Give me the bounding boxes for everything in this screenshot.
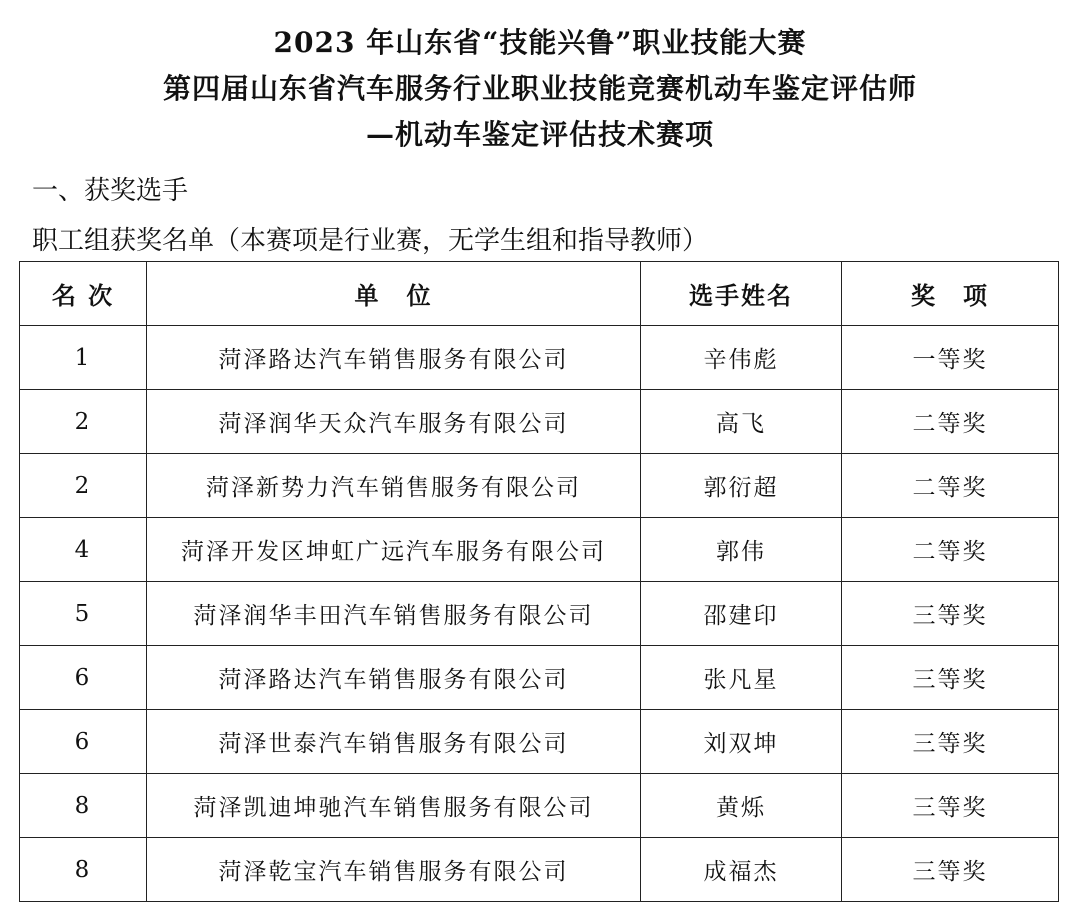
section-heading: 一、获奖选手 xyxy=(32,176,189,206)
table-row xyxy=(20,838,1059,902)
name-cell: 郭伟 xyxy=(641,518,842,582)
rank-cell: 4 xyxy=(20,518,147,582)
name-cell: 郭衍超 xyxy=(641,454,842,518)
unit-cell: 菏泽乾宝汽车销售服务有限公司 xyxy=(147,838,641,902)
header-unit: 单 位 xyxy=(147,262,641,326)
awards-table xyxy=(19,261,1059,902)
title-line-1: 2023 年山东省“技能兴鲁”职业技能大赛 xyxy=(273,26,807,59)
table-row xyxy=(20,646,1059,710)
unit-cell: 菏泽开发区坤虹广远汽车服务有限公司 xyxy=(147,518,641,582)
award-cell: 三等奖 xyxy=(842,774,1059,838)
unit-cell: 菏泽润华丰田汽车销售服务有限公司 xyxy=(147,582,641,646)
header-award: 奖 项 xyxy=(842,262,1059,326)
name-cell: 成福杰 xyxy=(641,838,842,902)
award-cell: 三等奖 xyxy=(842,710,1059,774)
table-header-row xyxy=(20,262,1059,326)
name-cell: 辛伟彪 xyxy=(641,326,842,390)
title-line-3: —机动车鉴定评估技术赛项 xyxy=(365,118,714,151)
rank-cell: 8 xyxy=(20,774,147,838)
rank-cell: 6 xyxy=(20,710,147,774)
unit-cell: 菏泽路达汽车销售服务有限公司 xyxy=(147,646,641,710)
rank-cell: 5 xyxy=(20,582,147,646)
unit-cell: 菏泽新势力汽车销售服务有限公司 xyxy=(147,454,641,518)
award-cell: 二等奖 xyxy=(842,390,1059,454)
table-row xyxy=(20,390,1059,454)
unit-cell: 菏泽路达汽车销售服务有限公司 xyxy=(147,326,641,390)
award-cell: 一等奖 xyxy=(842,326,1059,390)
rank-cell: 2 xyxy=(20,454,147,518)
award-cell: 三等奖 xyxy=(842,582,1059,646)
rank-cell: 8 xyxy=(20,838,147,902)
title-line-2: 第四届山东省汽车服务行业职业技能竞赛机动车鉴定评估师 xyxy=(162,72,917,105)
document-title xyxy=(0,20,1080,158)
name-cell: 刘双坤 xyxy=(641,710,842,774)
header-name: 选手姓名 xyxy=(641,262,842,326)
rank-cell: 6 xyxy=(20,646,147,710)
name-cell: 邵建印 xyxy=(641,582,842,646)
rank-cell: 1 xyxy=(20,326,147,390)
table-row xyxy=(20,774,1059,838)
award-cell: 三等奖 xyxy=(842,838,1059,902)
unit-cell: 菏泽润华天众汽车服务有限公司 xyxy=(147,390,641,454)
table-row xyxy=(20,454,1059,518)
table-row xyxy=(20,518,1059,582)
unit-cell: 菏泽凯迪坤驰汽车销售服务有限公司 xyxy=(147,774,641,838)
table-row xyxy=(20,710,1059,774)
table-row xyxy=(20,326,1059,390)
header-rank: 名 次 xyxy=(20,262,147,326)
award-cell: 二等奖 xyxy=(842,454,1059,518)
name-cell: 张凡星 xyxy=(641,646,842,710)
award-list-subheading: 职工组获奖名单（本赛项是行业赛，无学生组和指导教师） xyxy=(32,226,709,256)
unit-cell: 菏泽世泰汽车销售服务有限公司 xyxy=(147,710,641,774)
name-cell: 高飞 xyxy=(641,390,842,454)
award-cell: 三等奖 xyxy=(842,646,1059,710)
award-cell: 二等奖 xyxy=(842,518,1059,582)
name-cell: 黄烁 xyxy=(641,774,842,838)
rank-cell: 2 xyxy=(20,390,147,454)
table-row xyxy=(20,582,1059,646)
